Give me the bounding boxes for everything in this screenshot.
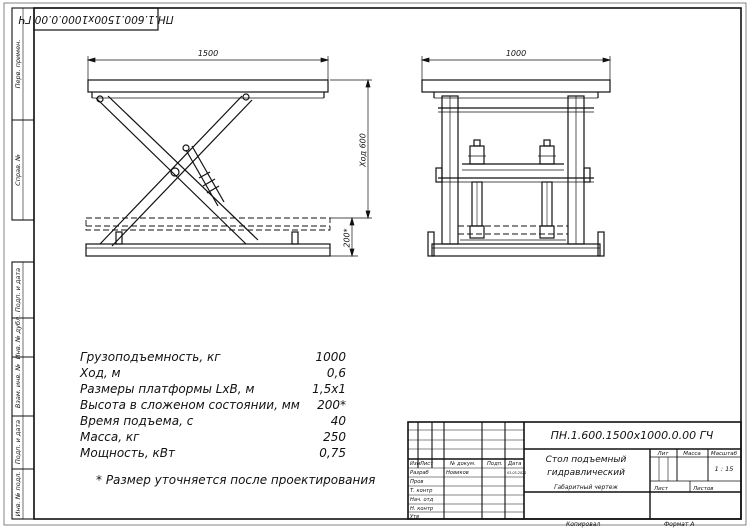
tb-header-sheet: Лист	[420, 461, 434, 467]
tb-header-change: Изм	[410, 461, 421, 467]
tb-row-developer: Разраб	[410, 470, 429, 476]
spec-label: Время подъема, с	[80, 414, 194, 428]
drawing-border	[34, 8, 741, 519]
dim-stroke-label: Ход 600	[358, 133, 368, 167]
corner-stamp	[18, 8, 173, 30]
spec-value: 0,6	[326, 366, 346, 380]
tb-developer-name: Новиков	[446, 470, 469, 476]
corner-stamp-text: ПН.1.600.1500х1000.0.00 ГЧ	[18, 13, 174, 25]
spec-value: 1000	[315, 350, 346, 364]
spec-table	[79, 350, 346, 460]
tb-developer-date: 03.03.2021	[507, 471, 527, 475]
dim-folded-height-label: 200*	[342, 228, 352, 248]
tb-scale-value: 1 : 15	[714, 465, 734, 473]
spec-value: 200*	[317, 398, 346, 412]
spec-row	[80, 382, 346, 396]
spec-row	[80, 350, 346, 364]
upper-brackets	[468, 140, 556, 164]
strip-label-replace-inv-no: Взам. инв. №	[14, 363, 22, 409]
spec-row	[80, 398, 346, 412]
footnote: * Размер уточняется после проектирования	[96, 473, 376, 487]
strip-label-reference-no: Справ. №	[14, 154, 22, 186]
side-cylinders	[470, 182, 554, 238]
strip-label-first-use: Перв. примен.	[14, 39, 22, 89]
spec-value: 0,75	[319, 446, 346, 460]
base-frame	[86, 232, 330, 256]
tb-copied: Копировал	[566, 521, 601, 528]
side-view	[422, 56, 610, 256]
tb-header-date: Дата	[508, 461, 522, 467]
front-view	[86, 56, 372, 256]
dim-width-label: 1000	[505, 49, 527, 58]
tb-row-norm-control: Н. контр	[410, 506, 434, 512]
strip-label-dup-inv-no: Инв. № дубл.	[14, 314, 22, 360]
spec-label: Масса, кг	[80, 430, 140, 444]
side-platform	[422, 80, 610, 92]
tb-name-line1: Стол подъемный	[545, 455, 627, 465]
side-base	[428, 232, 604, 256]
spec-row	[80, 430, 346, 444]
spec-label: Высота в сложеном состоянии, мм	[80, 398, 300, 412]
tb-row-dept-head: Нач. отд	[410, 497, 434, 503]
spec-label: Мощность, кВт	[80, 446, 175, 460]
tb-col-lit: Лит	[657, 451, 669, 457]
side-folded-outline	[458, 226, 568, 234]
strip-label-sign-date-2: Подп. и дата	[14, 419, 22, 465]
spec-label: Ход, м	[80, 366, 121, 380]
spec-value: 40	[330, 414, 346, 428]
tb-row-checked: Пров	[410, 479, 424, 485]
platform	[88, 80, 328, 92]
tb-row-tech-control: Т. контр	[410, 488, 433, 494]
dim-length	[88, 56, 328, 80]
tb-sheets: Листов	[693, 486, 714, 492]
scissor-arm-b	[100, 96, 252, 246]
spec-row	[80, 446, 346, 460]
tb-doc-type: Габаритный чертеж	[554, 484, 618, 491]
tb-format: Формат А	[664, 521, 695, 528]
tb-col-scale: Масштаб	[710, 451, 738, 457]
strip-label-sign-date-1: Подп. и дата	[14, 267, 22, 313]
tb-row-approved: Утв	[410, 514, 420, 520]
strip-label-original-inv-no: Инв. № подл.	[14, 471, 22, 517]
hydraulic-cylinder	[183, 145, 224, 206]
spec-value: 250	[323, 430, 346, 444]
tb-sheet: Лист	[654, 486, 668, 492]
spec-row	[80, 414, 346, 428]
tb-header-sign: Подп.	[487, 461, 503, 467]
tb-col-mass: Масса	[683, 451, 701, 457]
side-outer-frame	[436, 96, 594, 244]
tb-name-line2: гидравлический	[547, 468, 625, 478]
spec-label: Размеры платформы LxB, м	[80, 382, 255, 396]
dim-length-label: 1500	[197, 49, 219, 58]
spec-label: Грузоподъемность, кг	[80, 350, 221, 364]
dim-width	[422, 56, 610, 80]
spec-value: 1,5х1	[312, 382, 346, 396]
scissor-arm-a	[96, 96, 258, 244]
tb-header-doc-no: № докум.	[450, 461, 476, 467]
spec-row	[79, 366, 346, 380]
tb-designation: ПН.1.600.1500х1000.0.00 ГЧ	[550, 429, 714, 442]
